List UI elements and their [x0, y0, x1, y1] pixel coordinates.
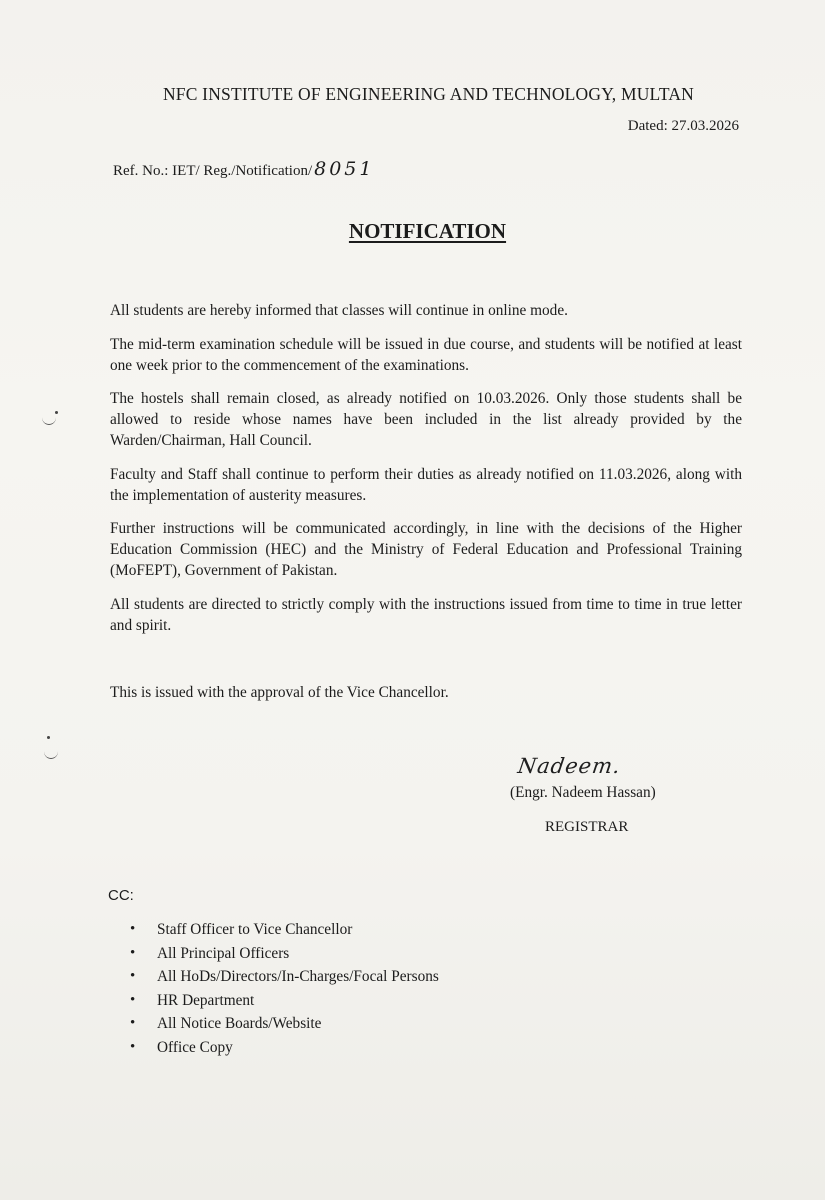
handwritten-signature: Nadeem. — [516, 754, 623, 778]
institution-header: NFC INSTITUTE OF ENGINEERING AND TECHNOLOGY, MULTAN — [162, 84, 695, 104]
paragraph-hostels: The hostels shall remain closed, as already notified on 10.03.2026. Only those students shall be allowed to reside whose names have been included in the list already provided by the Warden/Chairman, Hall Council. — [110, 390, 742, 449]
cc-list — [130, 918, 439, 1060]
date-line: Dated: 27.03.2026 — [627, 118, 739, 134]
punch-hole-dot — [55, 411, 58, 414]
cc-item: • Staff Officer to Vice Chancellor — [130, 918, 439, 942]
paragraph-online-classes: All students are hereby informed that classes will continue in online mode. — [110, 302, 568, 319]
punch-hole-mark — [44, 744, 58, 759]
cc-item: • All Principal Officers — [130, 942, 439, 966]
reference-prefix: Ref. No.: IET/ Reg./Notification/ — [113, 163, 313, 179]
paragraph-midterm-schedule: The mid-term examination schedule will be issued in due course, and students will be notified at least one week prior to the commencement of the examinations. — [110, 335, 742, 374]
handwritten-ref-number: 8051 — [314, 158, 375, 180]
cc-item: • All HoDs/Directors/In-Charges/Focal Persons — [130, 965, 439, 989]
paragraph-compliance: All students are directed to strictly comply with the instructions issued from time to time in true letter and spirit. — [110, 595, 742, 634]
signatory-designation: REGISTRAR — [545, 819, 629, 835]
bullet-icon: • — [130, 1015, 136, 1032]
notification-body — [110, 300, 742, 648]
punch-hole-mark — [42, 410, 56, 425]
bullet-icon: • — [130, 991, 136, 1008]
punch-hole-dot — [47, 736, 50, 739]
cc-label: CC: — [108, 887, 134, 904]
bullet-icon: • — [130, 1038, 136, 1055]
document-title: NOTIFICATION — [348, 219, 507, 243]
paragraph-further-instructions: Further instructions will be communicated accordingly, in line with the decisions of the Higher Education Commission (HEC) and the Ministry of Federal Education and Professional Training (MoFEPT), Government of Pakistan. — [110, 520, 742, 579]
approval-statement: This is issued with the approval of the Vice Chancellor. — [110, 684, 449, 701]
paragraph-faculty-staff: Faculty and Staff shall continue to perform their duties as already notified on 11.03.2026, along with the implementation of austerity measures. — [110, 465, 742, 504]
bullet-icon: • — [130, 968, 136, 985]
reference-number — [113, 158, 374, 180]
bullet-icon: • — [130, 944, 136, 961]
bullet-icon: • — [130, 921, 136, 937]
cc-item: • Office Copy — [130, 1036, 439, 1060]
cc-item: • HR Department — [130, 989, 439, 1013]
cc-item: • All Notice Boards/Website — [130, 1012, 439, 1036]
signatory-name: (Engr. Nadeem Hassan) — [510, 784, 656, 801]
